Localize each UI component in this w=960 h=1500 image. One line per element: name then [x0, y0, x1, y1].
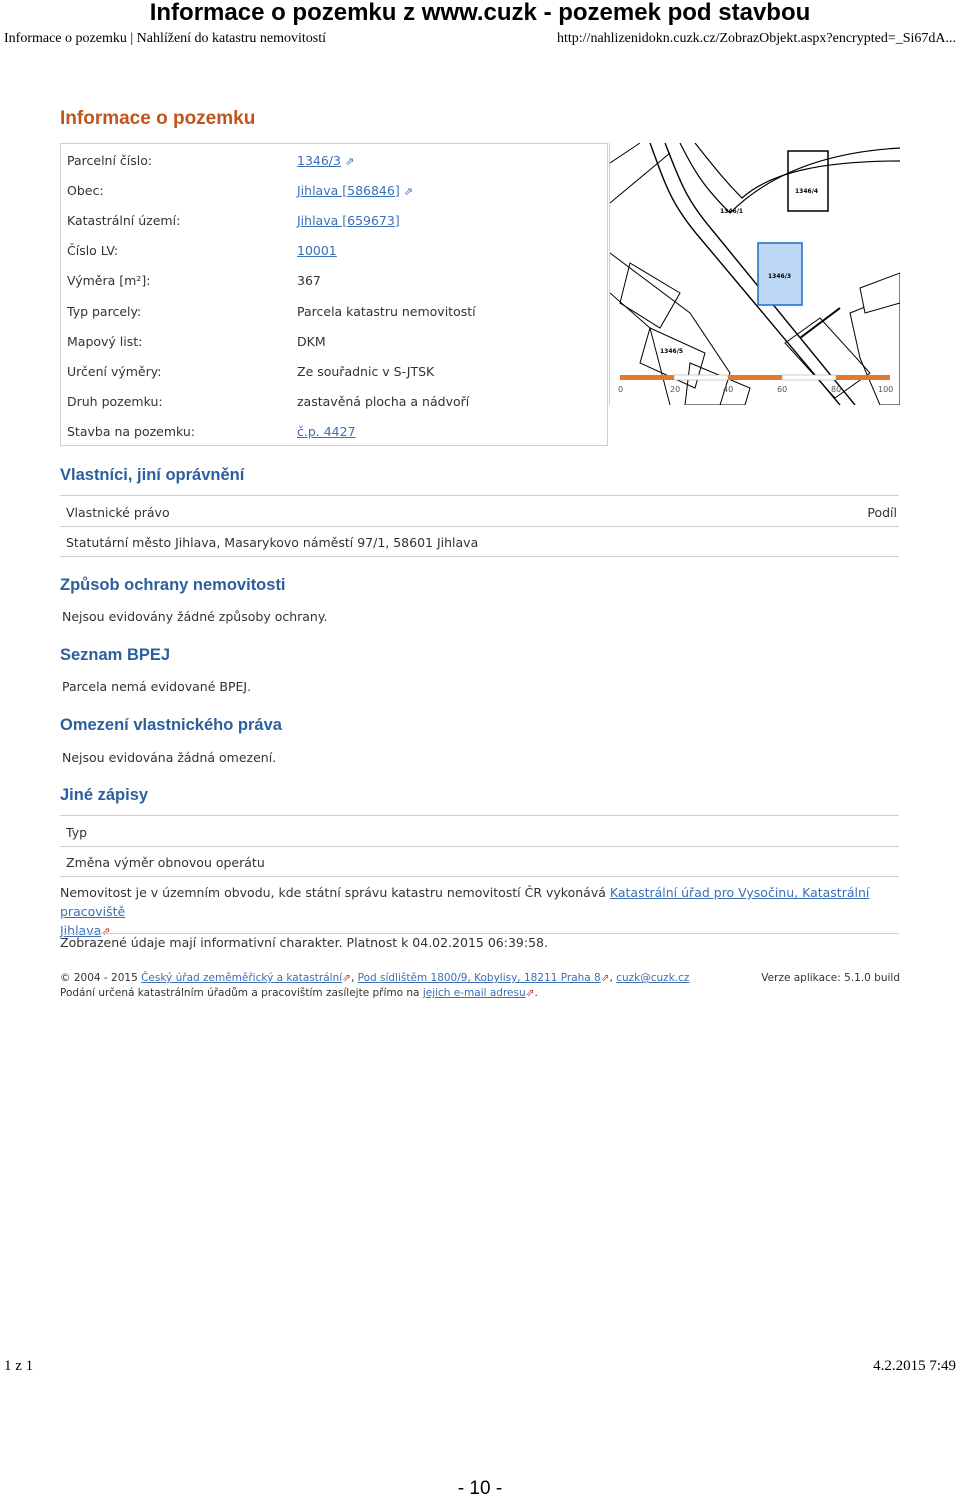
- external-link-icon: ⇗: [342, 972, 351, 984]
- label-area: Výměra [m²]:: [67, 273, 151, 288]
- submit-note: Podání určená katastrálním úřadům a pracovištím zasílejte přímo na: [60, 987, 423, 999]
- protection-text: Nejsou evidovány žádné způsoby ochrany.: [62, 609, 328, 624]
- label-parcel-number: Parcelní číslo:: [67, 153, 153, 168]
- share-col-header: Podíl: [867, 505, 897, 520]
- address-link[interactable]: Pod sídlištěm 1800/9, Kobylisy, 18211 Praha 8: [357, 972, 601, 984]
- cadastral-map[interactable]: [609, 143, 900, 405]
- copyright: © 2004 - 2015: [60, 972, 138, 984]
- parcel-number-link[interactable]: 1346/3: [297, 153, 341, 168]
- external-link-icon: ⇗: [403, 185, 413, 198]
- submit-email-link[interactable]: jejich e-mail adresu: [422, 987, 526, 999]
- value-area: 367: [297, 273, 321, 288]
- map-drawing: [610, 143, 900, 405]
- submit-suffix: .: [534, 987, 538, 999]
- other-records-heading: Jiné zápisy: [60, 786, 149, 804]
- external-link-icon: ⇗: [525, 987, 535, 999]
- label-map-sheet: Mapový list:: [67, 334, 143, 349]
- browser-header-title: Informace o pozemku | Nahlížení do katastru nemovitostí: [4, 31, 326, 46]
- value-area-determination: Ze souřadnic v S-JTSK: [297, 364, 435, 379]
- site-footer-line2: [60, 987, 538, 999]
- scale-label-40: 40: [723, 385, 734, 394]
- label-municipality: Obec:: [67, 183, 104, 198]
- value-municipality[interactable]: [297, 183, 413, 198]
- print-page-counter: 1 z 1: [4, 1358, 34, 1374]
- site-footer-line1: © 2004 - 2015 Český úřad zeměměřický a katastrální⇗, Pod sídlištěm 1800/9, Kobylisy, 18211 Praha 8⇗, cuzk@cuzk.cz: [60, 972, 690, 984]
- map-label-1346-1: 1346/1: [720, 208, 744, 215]
- type-col-header: Typ: [66, 825, 88, 840]
- value-map-sheet: DKM: [297, 334, 326, 349]
- building-link[interactable]: č.p. 4427: [297, 424, 356, 439]
- scale-label-80: 80: [831, 385, 842, 394]
- restrictions-text: Nejsou evidována žádná omezení.: [62, 750, 277, 765]
- other-records-table: [60, 815, 899, 877]
- page-number: - 10 -: [457, 1478, 503, 1499]
- map-label-1346-5: 1346/5: [660, 348, 684, 355]
- office-link[interactable]: Katastrální úřad pro Vysočinu, Katastrální pracoviště: [60, 885, 870, 919]
- owners-col-header: Vlastnické právo: [66, 505, 170, 520]
- app-version: Verze aplikace: 5.1.0 build: [761, 972, 900, 984]
- owners-heading: Vlastníci, jiní oprávnění: [60, 466, 245, 484]
- label-parcel-type: Typ parcely:: [67, 304, 142, 319]
- email-link[interactable]: cuzk@cuzk.cz: [616, 972, 690, 984]
- browser-header-url: http://nahlizenidokn.cuzk.cz/ZobrazObjekt.aspx?encrypted=_Si67dA...: [557, 31, 956, 46]
- cuzk-link[interactable]: Český úřad zeměměřický a katastrální: [141, 972, 343, 984]
- scale-label-100: 100: [878, 385, 894, 394]
- scale-label-0: 0: [618, 385, 624, 394]
- value-cadastral-area[interactable]: [297, 213, 400, 228]
- label-lv-number: Číslo LV:: [67, 243, 119, 258]
- value-lv-number[interactable]: [297, 243, 337, 258]
- owners-divider: [60, 526, 899, 527]
- external-link-icon: ⇗: [101, 925, 111, 938]
- document-title: Informace o pozemku z www.cuzk - pozemek pod stavbou: [149, 0, 811, 26]
- external-link-icon: ⇗: [600, 972, 610, 984]
- value-land-type: zastavěná plocha a nádvoří: [297, 394, 470, 409]
- owner-entry: Statutární město Jihlava, Masarykovo náměstí 97/1, 58601 Jihlava: [66, 535, 479, 550]
- bpej-heading: Seznam BPEJ: [60, 646, 171, 664]
- other-divider: [60, 846, 899, 847]
- scale-label-20: 20: [670, 385, 681, 394]
- map-label-1346-4: 1346/4: [795, 188, 819, 195]
- other-entry: Změna výměr obnovou operátu: [66, 855, 265, 870]
- value-parcel-type: Parcela katastru nemovitostí: [297, 304, 476, 319]
- value-building[interactable]: [297, 424, 356, 439]
- map-label-1346-3: 1346/3: [768, 273, 792, 280]
- owners-table: [60, 495, 899, 557]
- validity-divider: [60, 933, 899, 934]
- external-link-icon: ⇗: [344, 155, 355, 168]
- office-note-text: Nemovitost je v územním obvodu, kde státní správu katastru nemovitostí ČR vykonává: [60, 885, 610, 900]
- cadastral-area-link[interactable]: Jihlava [659673]: [297, 213, 400, 228]
- restrictions-heading: Omezení vlastnického práva: [60, 716, 282, 734]
- label-cadastral-area: Katastrální území:: [67, 213, 181, 228]
- bpej-text: Parcela nemá evidované BPEJ.: [62, 679, 252, 694]
- print-timestamp: 4.2.2015 7:49: [873, 1358, 956, 1374]
- label-land-type: Druh pozemku:: [67, 394, 163, 409]
- office-link-cont[interactable]: Jihlava: [60, 923, 102, 938]
- page-heading: Informace o pozemku: [60, 108, 256, 129]
- value-parcel-number[interactable]: [297, 153, 354, 168]
- parcel-info-table: [60, 143, 608, 446]
- municipality-link[interactable]: Jihlava [586846]: [297, 183, 400, 198]
- validity-note: Zobrazené údaje mají informativní charakter. Platnost k 04.02.2015 06:39:58.: [60, 935, 548, 950]
- label-area-determination: Určení výměry:: [67, 364, 162, 379]
- label-building: Stavba na pozemku:: [67, 424, 196, 439]
- lv-number-link[interactable]: 10001: [297, 243, 337, 258]
- scale-label-60: 60: [777, 385, 788, 394]
- protection-heading: Způsob ochrany nemovitosti: [60, 576, 286, 594]
